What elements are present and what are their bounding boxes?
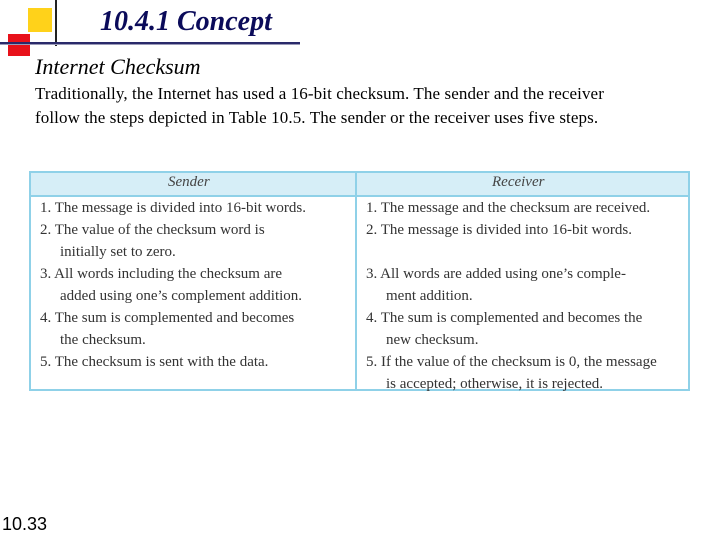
- checksum-steps-table: [29, 171, 690, 391]
- section-subtitle: Internet Checksum: [35, 54, 201, 79]
- table-column-divider: [355, 173, 357, 389]
- receiver-step-line: [366, 241, 657, 263]
- page-title: 10.4.1 Concept: [100, 6, 272, 37]
- intro-paragraph: [35, 82, 715, 130]
- receiver-step-line: 2. The message is divided into 16-bit words.: [366, 222, 632, 238]
- receiver-step-line: ment addition.: [386, 288, 473, 304]
- decor-yellow-square: [28, 8, 52, 32]
- sender-step-line: 2. The value of the checksum word is: [40, 222, 265, 238]
- sender-step-line: initially set to zero.: [60, 244, 176, 260]
- receiver-column: [366, 197, 657, 395]
- decor-vertical-line: [55, 0, 57, 46]
- receiver-step-line: 1. The message and the checksum are received.: [366, 200, 651, 216]
- sender-step-line: added using one’s complement addition.: [60, 288, 303, 304]
- table-header-row: [31, 173, 688, 197]
- sender-step-line: 3. All words including the checksum are: [40, 266, 283, 282]
- sender-step-line: 1. The message is divided into 16-bit words.: [40, 200, 306, 216]
- receiver-step-line: 4. The sum is complemented and becomes the: [366, 310, 643, 326]
- paragraph-line: follow the steps depicted in Table 10.5. The sender or the receiver uses five steps.: [35, 108, 599, 127]
- decor-horizontal-line-shadow: [0, 44, 300, 45]
- sender-step-line: the checksum.: [60, 332, 146, 348]
- sender-column: [40, 197, 306, 373]
- table-header-sender: Sender: [168, 174, 210, 190]
- receiver-step-line: 5. If the value of the checksum is 0, the message: [366, 354, 657, 370]
- receiver-step-line: new checksum.: [386, 332, 479, 348]
- slide-number: 10.33: [2, 514, 48, 534]
- table-header-receiver: Receiver: [492, 174, 545, 190]
- decor-red-square: [8, 34, 30, 56]
- sender-step-line: 5. The checksum is sent with the data.: [40, 354, 269, 370]
- paragraph-line: Traditionally, the Internet has used a 16-bit checksum. The sender and the receiver: [35, 84, 604, 103]
- receiver-step-line: 3. All words are added using one’s comple-: [366, 266, 626, 282]
- sender-step-line: 4. The sum is complemented and becomes: [40, 310, 295, 326]
- receiver-step-line: is accepted; otherwise, it is rejected.: [386, 376, 603, 392]
